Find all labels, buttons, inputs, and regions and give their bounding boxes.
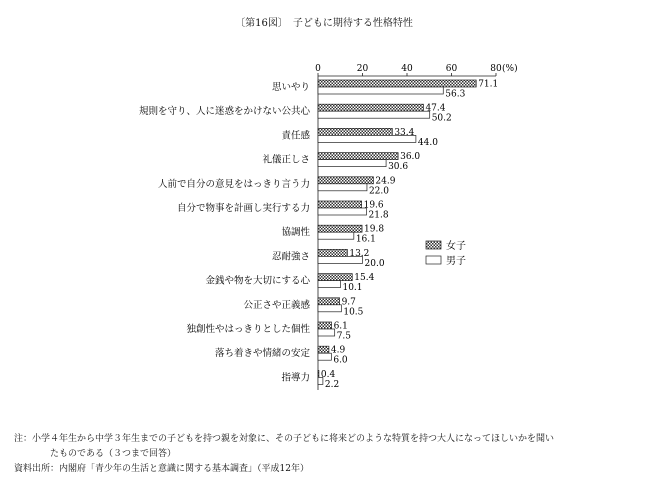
data-label-male: 50.2: [431, 113, 452, 124]
x-tick-label: 0: [315, 64, 321, 74]
category-label: 思いやり: [271, 82, 310, 93]
data-label-male: 30.6: [388, 162, 409, 173]
data-label-female: 19.8: [364, 224, 385, 235]
bar-female: [318, 177, 373, 184]
data-label-male: 22.0: [368, 186, 389, 197]
legend-label-male: 男子: [446, 256, 466, 267]
bar-male: [318, 111, 430, 118]
bar-male: [318, 329, 335, 336]
category-label: 人前で自分の意見をはっきり言う力: [157, 178, 310, 190]
data-label-male: 2.2: [324, 379, 340, 390]
data-label-female: 0.4: [320, 369, 336, 380]
data-label-male: 6.0: [333, 355, 348, 366]
bar-male: [318, 281, 340, 288]
data-label-female: 13.2: [349, 248, 370, 259]
category-label: 独創性やはっきりとした個性: [186, 324, 310, 335]
bar-male: [318, 184, 367, 191]
data-label-male: 10.1: [342, 283, 363, 294]
data-label-female: 71.1: [478, 79, 499, 90]
category-label: 公正さや正義感: [243, 299, 310, 311]
bar-female: [318, 128, 392, 135]
data-label-female: 9.7: [341, 297, 356, 308]
category-label: 協調性: [281, 227, 310, 239]
notes-block: [14, 432, 634, 477]
data-label-male: 16.1: [355, 234, 376, 245]
data-label-male: 20.0: [364, 258, 385, 269]
x-tick-label: 60: [445, 64, 458, 74]
bar-female: [318, 370, 319, 377]
note-line: たものである（３つまで回答）: [50, 449, 177, 459]
bar-female: [318, 322, 332, 329]
chart-title: 〔第16図〕 子どもに期待する性格特性: [235, 18, 413, 29]
x-tick-label: 80: [490, 64, 502, 74]
legend-swatch-female: [426, 241, 441, 249]
data-label-male: 56.3: [445, 89, 466, 100]
category-label: 落ち着きや情緒の安定: [214, 348, 310, 360]
data-label-female: 33.4: [394, 127, 415, 138]
category-label: 責任感: [281, 130, 310, 142]
bar-male: [318, 353, 331, 360]
bar-male: [318, 87, 443, 94]
data-label-female: 47.4: [425, 103, 446, 114]
bar-male: [318, 160, 386, 167]
legend: [426, 239, 466, 267]
bar-female: [318, 153, 398, 160]
category-label: 自分で物事を計画し実行する力: [176, 203, 310, 214]
category-label: 礼儀正しさ: [262, 154, 310, 166]
bar-female: [318, 298, 340, 305]
bar-female: [318, 201, 362, 208]
category-label: 忍耐強さ: [271, 251, 310, 263]
data-label-female: 4.9: [330, 345, 346, 356]
category-label: 指導力: [281, 372, 310, 384]
data-label-male: 44.0: [417, 137, 438, 148]
bar-male: [318, 232, 354, 239]
bar-female: [318, 274, 352, 281]
data-label-male: 21.8: [368, 210, 389, 221]
bar-female: [318, 225, 362, 232]
bar-female: [318, 249, 347, 256]
note-line: 注：小学４年生から中学３年生までの子どもを持つ親を対象に、その子どもに将来どのような特質を持つ大人になってほしいかを聞い: [14, 434, 555, 444]
category-label: 金銭や物を大切にする心: [205, 275, 310, 287]
data-label-female: 36.0: [400, 152, 421, 163]
data-label-female: 19.6: [363, 200, 384, 211]
data-label-female: 6.1: [333, 321, 348, 332]
legend-label-female: 女子: [446, 241, 466, 252]
data-label-male: 10.5: [343, 307, 364, 318]
data-label-female: 15.4: [354, 273, 375, 284]
x-tick-label: 40: [401, 64, 413, 74]
unit-label: (%): [502, 64, 518, 74]
bar-female: [318, 346, 329, 353]
source-line: 資料出所：内閣府「青少年の生活と意識に関する基本調査」（平成12年）: [14, 464, 309, 474]
category-label: 規則を守り、人に迷惑をかけない公共心: [138, 106, 310, 118]
bar-male: [318, 305, 341, 312]
data-label-male: 7.5: [336, 331, 352, 342]
bar-female: [318, 104, 423, 111]
x-tick-label: 20: [356, 64, 369, 74]
bar-female: [318, 80, 476, 87]
bar-male: [318, 208, 367, 215]
legend-swatch-male: [426, 256, 441, 264]
data-label-female: 24.9: [375, 176, 396, 187]
